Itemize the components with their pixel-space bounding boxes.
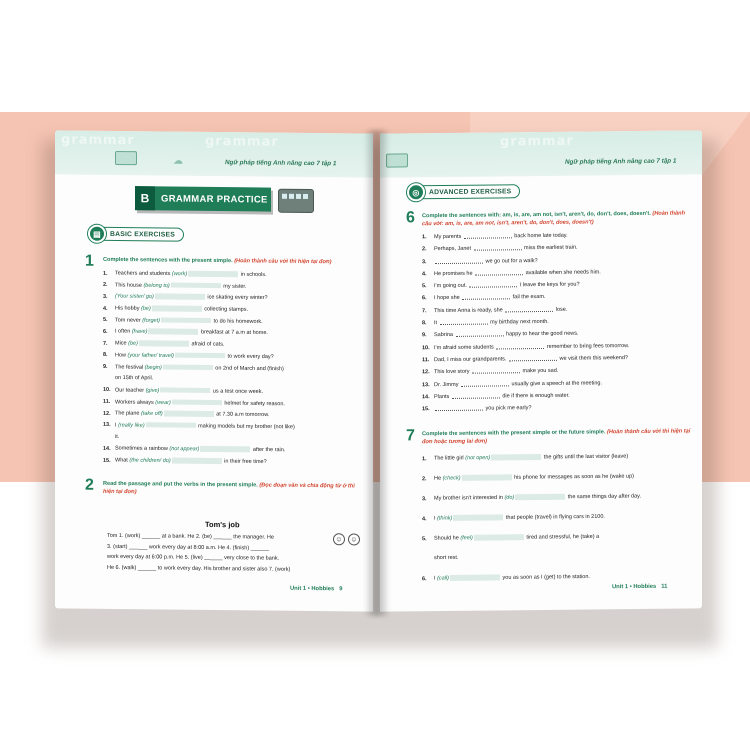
item-number: 4. [422,515,427,522]
answer-blank[interactable] [152,305,202,311]
list-item [422,404,692,419]
item-number: 4. [103,305,108,312]
answer-blank[interactable] [139,340,189,346]
list-item [422,532,694,555]
answer-blank[interactable] [491,454,541,460]
item-text: short rest. [434,554,459,562]
item-text: The festival [115,363,145,371]
verb-hint: (be) [141,305,151,312]
item-text: Tom never [115,317,143,324]
item-text: die if there is enough water. [500,392,570,400]
item-text: tired and stressful, he (take) a [524,533,600,541]
answer-blank[interactable] [172,458,222,464]
exercise-instruction: Read the passage and put the verbs in the present simple. (Đọc đoạn văn và chia động từ ở thì hiện tại đơn) [103,480,355,496]
passage-line: 3. (start) ______ work every day at 8:00 a.m. He 4. (finish) ______ [107,543,270,552]
bus-icon [115,151,137,165]
verb-hint: (be) [128,340,138,347]
target-icon: ◎ [407,183,425,201]
answer-blank[interactable] [496,345,544,350]
section-letter: B [135,186,155,210]
item-number: 14. [103,445,111,452]
verb-hint: (check) [442,475,461,482]
exercise-number: 7 [406,427,415,445]
verb-hint: (the children/ do) [129,457,171,465]
item-number: 1. [103,270,108,277]
item-text: ice skating every winter? [205,294,268,302]
verb-hint: (not open) [465,455,491,462]
page-number: 9 [339,586,343,593]
item-text: I'm afraid some students [434,344,496,351]
item-text: This time Anna is ready, she [434,307,505,314]
verb-hint: (forget) [142,317,160,324]
item-text: you as soon as I (get) to the station. [500,573,590,581]
answer-blank[interactable] [472,369,520,374]
item-text: on 2nd of March and (finish) [213,364,284,372]
item-text: This house [115,282,144,289]
item-number: 5. [422,535,427,542]
item-text: his phone for messages as soon as he (wake up) [512,473,634,481]
item-number: 10. [422,344,430,351]
answer-blank[interactable] [515,494,565,500]
item-text: back home late today. [512,232,568,240]
double-decker-bus-icon [278,189,314,213]
item-text: my birthday next month. [488,318,549,326]
item-text: I'm going out. [434,282,469,290]
item-number: 7. [422,307,427,315]
answer-blank[interactable] [435,407,483,412]
item-text: that people (travel) in flying cars in 2100. [504,513,605,521]
item-number: 5. [103,317,108,324]
answer-blank[interactable] [464,234,512,239]
item-text: I [115,422,119,429]
section-title: GRAMMAR PRACTICE [161,192,268,206]
verb-hint: (really like) [118,422,145,429]
item-number: 6. [103,328,108,335]
verb-hint: (not appear) [169,446,200,453]
smiley-faces [333,533,360,545]
item-text: This love story [434,368,471,376]
list-item [422,512,694,535]
answer-blank[interactable] [462,474,512,480]
item-text: helmet for safety reason. [222,400,285,407]
passage-line: He 6. (walk) ______ to work every day. His brother and sister also 7. (work) [107,565,291,573]
verb-hint: (take off) [141,410,163,418]
answer-blank[interactable] [188,271,238,277]
exercise-instruction: Complete the sentences with the present simple. (Hoàn thành câu với thì hiện tại đơn) [103,256,332,266]
item-text: Sabrina [434,332,455,339]
item-number: 2. [422,475,427,482]
verb-hint: (feel) [460,535,473,542]
answer-blank[interactable] [461,382,509,387]
exercise-number: 6 [406,209,415,227]
section-title-banner [135,186,271,211]
item-text: making models but my brother (not like) [196,423,295,431]
item-number: 5. [422,283,427,290]
item-number: 12. [422,369,430,376]
item-number: 11. [103,398,111,405]
item-number: 6. [422,295,427,302]
book-spine [366,130,388,616]
basic-exercises-label: ▤ BASIC EXERCISES [91,227,184,242]
item-text: What [115,457,130,464]
item-text: Perhaps, Janet [434,246,473,253]
item-text: Should he [434,535,461,542]
item-text: we go out for a walk? [484,257,538,265]
answer-blank[interactable] [163,364,213,370]
item-text: the gifts until the last visitor (leave) [542,453,629,461]
item-text: Our teacher [115,387,146,394]
item-text: breakfast at 7 a.m at home. [199,329,268,337]
item-text: in their free time? [222,458,267,466]
item-text: to do his homework. [211,318,263,325]
item-text: His hobby [115,305,141,312]
verb-hint: (give) [145,387,160,394]
exercise-1-list [103,270,365,471]
item-number: 7. [103,340,108,347]
item-text: the same things day after day. [566,493,642,501]
list-item [422,492,694,515]
right-page [380,130,702,611]
item-number: 10. [103,387,111,394]
cloud-icon: ☁ [173,155,183,167]
item-text: I often [115,328,132,336]
item-text: Dr. Jimmy [434,381,460,388]
left-page [55,130,373,611]
item-number: 9. [422,332,427,339]
item-number: 8. [422,320,427,327]
item-text: My parents [434,233,463,241]
verb-hint: (belong to) [143,282,170,289]
item-text: Dad, I miss our grandparents. [434,356,508,364]
answer-blank[interactable] [146,422,196,428]
item-text: My brother isn't interested in [434,494,505,502]
exercise-instruction: Complete the sentences with: am, is, are, am not, isn't, aren't, do, don't, does, doesn't. (Hoàn thành câu với: am, is, are, am not, isn't, aren't, do, don't, does, doesn't) [422,210,686,228]
item-text: Teachers and students [115,270,172,278]
item-text: collecting stamps. [202,306,249,313]
answer-blank[interactable] [453,514,503,520]
item-text: it. [115,433,120,440]
item-text: my sister. [221,283,247,290]
list-item [422,472,694,495]
smiley-icon: ☺ [348,533,360,545]
item-text: available when she needs him. [524,269,601,277]
book-icon: ▤ [88,225,106,243]
running-head: Ngữ pháp tiếng Anh nâng cao 7 tập 1 [565,157,677,166]
item-number: 12. [103,410,111,417]
item-number: 2. [103,282,108,289]
passage-line: work every day at 6:00 p.m. He 5. (live) ______ very close to the bank. [107,554,280,563]
answer-blank[interactable] [462,296,510,301]
item-text: afraid of cats. [189,341,225,348]
list-item [422,552,694,575]
item-number: 2. [422,246,427,253]
list-item [422,452,694,475]
item-text: to work every day? [226,353,274,360]
item-number: 14. [422,394,430,401]
item-number: 1. [422,455,427,462]
item-number: 6. [422,575,427,582]
item-text: I [434,575,438,582]
verb-hint: (have) [131,329,148,336]
answer-blank[interactable] [509,357,557,362]
item-text: He [434,475,443,482]
page-footer: Unit 1 • Hobbies 9 [290,585,343,593]
verb-hint: (your father/ travel) [127,352,174,359]
exercise-instruction: Complete the sentences with the present simple or the future simple. (Hoàn thành câu với thì hiện tại đơn hoặc tương lai đơn) [422,428,691,446]
item-number: 3. [103,293,108,300]
answer-blank[interactable] [160,387,210,393]
item-text: He promises he [434,270,475,278]
item-number: 9. [103,363,108,370]
exercise-number: 1 [85,252,94,270]
verb-hint: (call) [437,575,449,582]
item-text: Sometimes a rainbow [115,445,170,453]
item-text: fail the exam. [511,294,546,301]
item-text: in schools. [239,271,267,279]
list-item [103,457,365,471]
verb-hint: (Your sister/ go) [115,293,154,301]
answer-blank[interactable] [450,574,500,580]
item-number: 15. [422,406,430,413]
answer-blank[interactable] [469,283,517,288]
item-text: after the rain. [251,447,286,454]
item-number: 3. [422,495,427,502]
answer-blank[interactable] [200,446,250,452]
page-footer: Unit 1 • Hobbies 11 [612,583,668,591]
verb-hint: (begin) [144,364,162,371]
item-text: I leave the keys for you? [518,281,580,289]
item-text: Workers always [115,399,156,406]
item-text: I [434,515,438,522]
item-text: miss the earliest train. [522,244,578,252]
answer-blank[interactable] [175,352,225,358]
item-number: 8. [103,352,108,359]
band-decoration: grammar [61,132,135,149]
item-number: 4. [422,271,427,278]
exercise-7-list [422,452,694,595]
item-number: 3. [422,258,427,265]
band-decoration: grammar [205,133,279,150]
item-text: happy to hear the good news. [504,330,579,338]
item-text: The little girl [434,455,466,462]
exercise-number: 2 [85,476,94,494]
answer-blank[interactable] [505,308,553,313]
item-text: we visit them this weekend? [557,355,628,362]
item-text: you pick me early? [484,405,532,412]
item-text: lose. [554,306,568,313]
item-text: us a test once week. [211,388,264,395]
item-number: 13. [422,381,430,388]
item-text: I hope she [434,295,462,302]
advanced-exercises-label: ◎ ADVANCED EXERCISES [410,184,520,199]
item-number: 15. [103,457,111,464]
answer-blank[interactable] [435,259,483,264]
smiley-icon: ☺ [333,533,345,545]
item-text: Mice [115,340,129,347]
item-text: How [115,352,128,359]
answer-blank[interactable] [171,282,221,288]
item-text: at 7.30 a.m tomorrow. [214,411,270,419]
item-text: on 15th of April. [115,375,154,382]
item-text: Plants [434,393,451,400]
passage-text [107,531,362,577]
answer-blank[interactable] [474,247,522,252]
verb-hint: (wear) [155,399,171,406]
item-number: 11. [422,357,430,364]
item-text: The plane [115,410,141,417]
answer-blank[interactable] [155,294,205,300]
passage-title: Tom's job [205,519,240,530]
verb-hint: (do) [504,494,515,501]
answer-blank[interactable] [164,411,214,417]
passage-line: Tom 1. (work) ______ at a bank. He 2. (be) ______ the manager. He [107,532,274,541]
page-number: 11 [661,583,668,590]
answer-blank[interactable] [475,271,523,276]
verb-hint: (think) [437,515,453,522]
item-text: It [434,320,439,327]
verb-hint: (work) [171,271,188,278]
band-decoration: grammar [500,133,574,150]
item-number: 13. [103,422,111,429]
answer-blank[interactable] [452,394,500,399]
answer-blank[interactable] [456,333,504,338]
bus-icon [386,153,408,167]
answer-blank[interactable] [474,534,524,540]
item-number: 1. [422,234,427,241]
answer-blank[interactable] [161,317,211,323]
answer-blank[interactable] [172,399,222,405]
item-text: make you sad. [520,368,559,375]
item-text: remember to bring fees tomorrow. [545,342,630,350]
item-text: usually give a speech at the meeting. [509,379,603,387]
answer-blank[interactable] [440,321,488,326]
running-head: Ngữ pháp tiếng Anh nâng cao 7 tập 1 [225,159,337,168]
exercise-6-list [422,231,692,418]
answer-blank[interactable] [148,329,198,335]
